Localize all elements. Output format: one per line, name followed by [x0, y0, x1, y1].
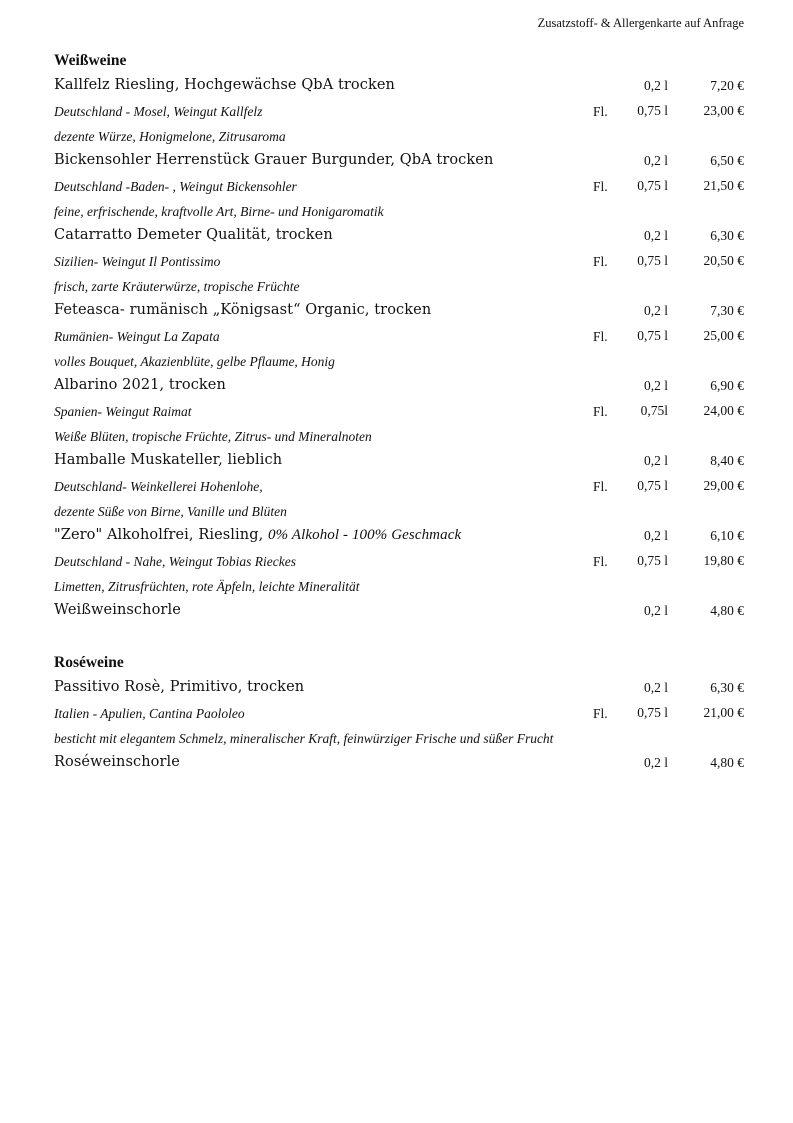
wine-name — [54, 452, 282, 469]
bottle-volume: 0,75 l — [637, 705, 668, 720]
wine-name-text: Albarino 2021, trocken — [54, 377, 226, 393]
wine-name — [54, 227, 333, 244]
small-volume: 0,2 l — [643, 603, 668, 618]
small-price: 7,30 € — [710, 303, 744, 318]
white-wine-list — [54, 75, 744, 625]
item-description-row — [54, 350, 744, 375]
bottle-price: 21,50 € — [703, 178, 744, 193]
small-volume: 0,2 l — [643, 680, 668, 695]
bottle-unit: Fl. — [593, 254, 608, 269]
item-origin-row — [54, 175, 744, 200]
item-origin-row — [54, 100, 744, 125]
item-name-row — [54, 225, 744, 250]
item-name-row — [54, 75, 744, 100]
wine-origin: Deutschland -Baden- , Weingut Bickensohler — [54, 179, 297, 194]
item-description-row — [54, 500, 744, 525]
item-name-row — [54, 450, 744, 475]
item-description-row — [54, 425, 744, 450]
bottle-volume: 0,75 l — [637, 178, 668, 193]
small-price: 4,80 € — [710, 603, 744, 618]
menu-item — [54, 75, 744, 150]
wine-name-text: Weißweinschorle — [54, 602, 181, 618]
menu-item — [54, 450, 744, 525]
small-volume: 0,2 l — [643, 78, 668, 93]
item-name-row — [54, 300, 744, 325]
menu-item — [54, 677, 744, 752]
bottle-unit: Fl. — [593, 329, 608, 344]
small-volume: 0,2 l — [643, 453, 668, 468]
item-origin-row — [54, 475, 744, 500]
wine-origin: Spanien- Weingut Raimat — [54, 404, 192, 419]
menu-item — [54, 752, 744, 777]
wine-name-text: Bickensohler Herrenstück Grauer Burgunder, QbA trocken — [54, 152, 494, 168]
bottle-volume: 0,75 l — [637, 328, 668, 343]
wine-name — [54, 679, 304, 696]
small-volume: 0,2 l — [643, 378, 668, 393]
wine-name — [54, 77, 395, 94]
small-price: 4,80 € — [710, 755, 744, 770]
small-price: 7,20 € — [710, 78, 744, 93]
bottle-unit: Fl. — [593, 104, 608, 119]
wine-origin: Rumänien- Weingut La Zapata — [54, 329, 220, 344]
menu-item — [54, 150, 744, 225]
bottle-unit: Fl. — [593, 179, 608, 194]
bottle-unit: Fl. — [593, 479, 608, 494]
small-volume: 0,2 l — [643, 303, 668, 318]
small-price: 6,10 € — [710, 528, 744, 543]
item-name-row — [54, 150, 744, 175]
rose-wine-list — [54, 677, 744, 777]
section-white-wines — [54, 51, 744, 625]
small-price: 6,30 € — [710, 680, 744, 695]
small-volume: 0,2 l — [643, 755, 668, 770]
item-description-row — [54, 200, 744, 225]
wine-description: volles Bouquet, Akazienblüte, gelbe Pflaume, Honig — [54, 354, 335, 369]
wine-origin: Sizilien- Weingut Il Pontissimo — [54, 254, 221, 269]
wine-name — [54, 302, 431, 319]
wine-name-text: Passitivo Rosè, Primitivo, trocken — [54, 679, 305, 695]
item-origin-row — [54, 550, 744, 575]
wine-origin: Deutschland- Weinkellerei Hohenlohe, — [54, 479, 263, 494]
item-name-row — [54, 375, 744, 400]
item-description-row — [54, 125, 744, 150]
wine-description: feine, erfrischende, kraftvolle Art, Birne- und Honigaromatik — [54, 204, 384, 219]
item-origin-row — [54, 400, 744, 425]
menu-item — [54, 525, 744, 600]
bottle-price: 29,00 € — [703, 478, 744, 493]
item-name-row — [54, 677, 744, 702]
bottle-unit: Fl. — [593, 404, 608, 419]
bottle-price: 21,00 € — [703, 705, 744, 720]
bottle-price: 19,80 € — [703, 553, 744, 568]
bottle-volume: 0,75l — [640, 403, 668, 418]
wine-name-text: Kallfelz Riesling, Hochgewächse QbA trocken — [54, 77, 395, 93]
wine-description: dezente Würze, Honigmelone, Zitrusaroma — [54, 129, 286, 144]
item-name-row — [54, 600, 744, 625]
small-price: 6,90 € — [710, 378, 744, 393]
bottle-unit: Fl. — [593, 554, 608, 569]
menu-item — [54, 600, 744, 625]
bottle-volume: 0,75 l — [637, 553, 668, 568]
allergen-note: Zusatzstoff- & Allergenkarte auf Anfrage — [537, 16, 744, 30]
item-origin-row — [54, 702, 744, 727]
wine-name-text: "Zero" Alkoholfrei, Riesling, — [54, 527, 269, 543]
bottle-price: 25,00 € — [703, 328, 744, 343]
section-title: Weißweine — [54, 52, 127, 69]
item-description-row — [54, 275, 744, 300]
bottle-volume: 0,75 l — [637, 103, 668, 118]
wine-origin: Deutschland - Mosel, Weingut Kallfelz — [54, 104, 263, 119]
bottle-volume: 0,75 l — [637, 478, 668, 493]
wine-name — [54, 377, 226, 394]
bottle-price: 20,50 € — [703, 253, 744, 268]
wine-name-text: Catarratto Demeter Qualität, trocken — [54, 227, 333, 243]
bottle-unit: Fl. — [593, 706, 608, 721]
menu-item — [54, 225, 744, 300]
wine-name — [54, 152, 493, 169]
small-volume: 0,2 l — [643, 528, 668, 543]
wine-description: besticht mit elegantem Schmelz, mineralischer Kraft, feinwürziger Frische und süßer Frucht — [54, 731, 554, 746]
wine-name — [54, 527, 461, 544]
item-name-row — [54, 525, 744, 550]
bottle-volume: 0,75 l — [637, 253, 668, 268]
wine-name-text: Hamballe Muskateller, lieblich — [54, 452, 283, 468]
wine-description: dezente Süße von Birne, Vanille und Blüten — [54, 504, 287, 519]
wine-description: Limetten, Zitrusfrüchten, rote Äpfeln, leichte Mineralität — [54, 579, 360, 594]
small-price: 6,50 € — [710, 153, 744, 168]
bottle-price: 23,00 € — [703, 103, 744, 118]
item-description-row — [54, 575, 744, 600]
item-name-row — [54, 752, 744, 777]
small-price: 8,40 € — [710, 453, 744, 468]
wine-name — [54, 602, 181, 619]
wine-origin: Italien - Apulien, Cantina Paololeo — [54, 706, 245, 721]
item-description-row — [54, 727, 744, 752]
item-origin-row — [54, 250, 744, 275]
bottle-price: 24,00 € — [703, 403, 744, 418]
wine-origin: Deutschland - Nahe, Weingut Tobias Rieckes — [54, 554, 296, 569]
wine-name — [54, 754, 180, 771]
wine-description: frisch, zarte Kräuterwürze, tropische Früchte — [54, 279, 300, 294]
menu-item — [54, 300, 744, 375]
item-origin-row — [54, 325, 744, 350]
menu-item — [54, 375, 744, 450]
wine-name-text: Roséweinschorle — [54, 754, 180, 770]
small-price: 6,30 € — [710, 228, 744, 243]
wine-name-tagline: 0% Alkohol - 100% Geschmack — [268, 527, 462, 543]
small-volume: 0,2 l — [643, 228, 668, 243]
small-volume: 0,2 l — [643, 153, 668, 168]
section-rose-wines — [54, 653, 744, 777]
section-title: Roséweine — [54, 654, 124, 671]
wine-name-text: Feteasca- rumänisch „Königsast“ Organic, trocken — [54, 302, 432, 318]
wine-description: Weiße Blüten, tropische Früchte, Zitrus- und Mineralnoten — [54, 429, 372, 444]
